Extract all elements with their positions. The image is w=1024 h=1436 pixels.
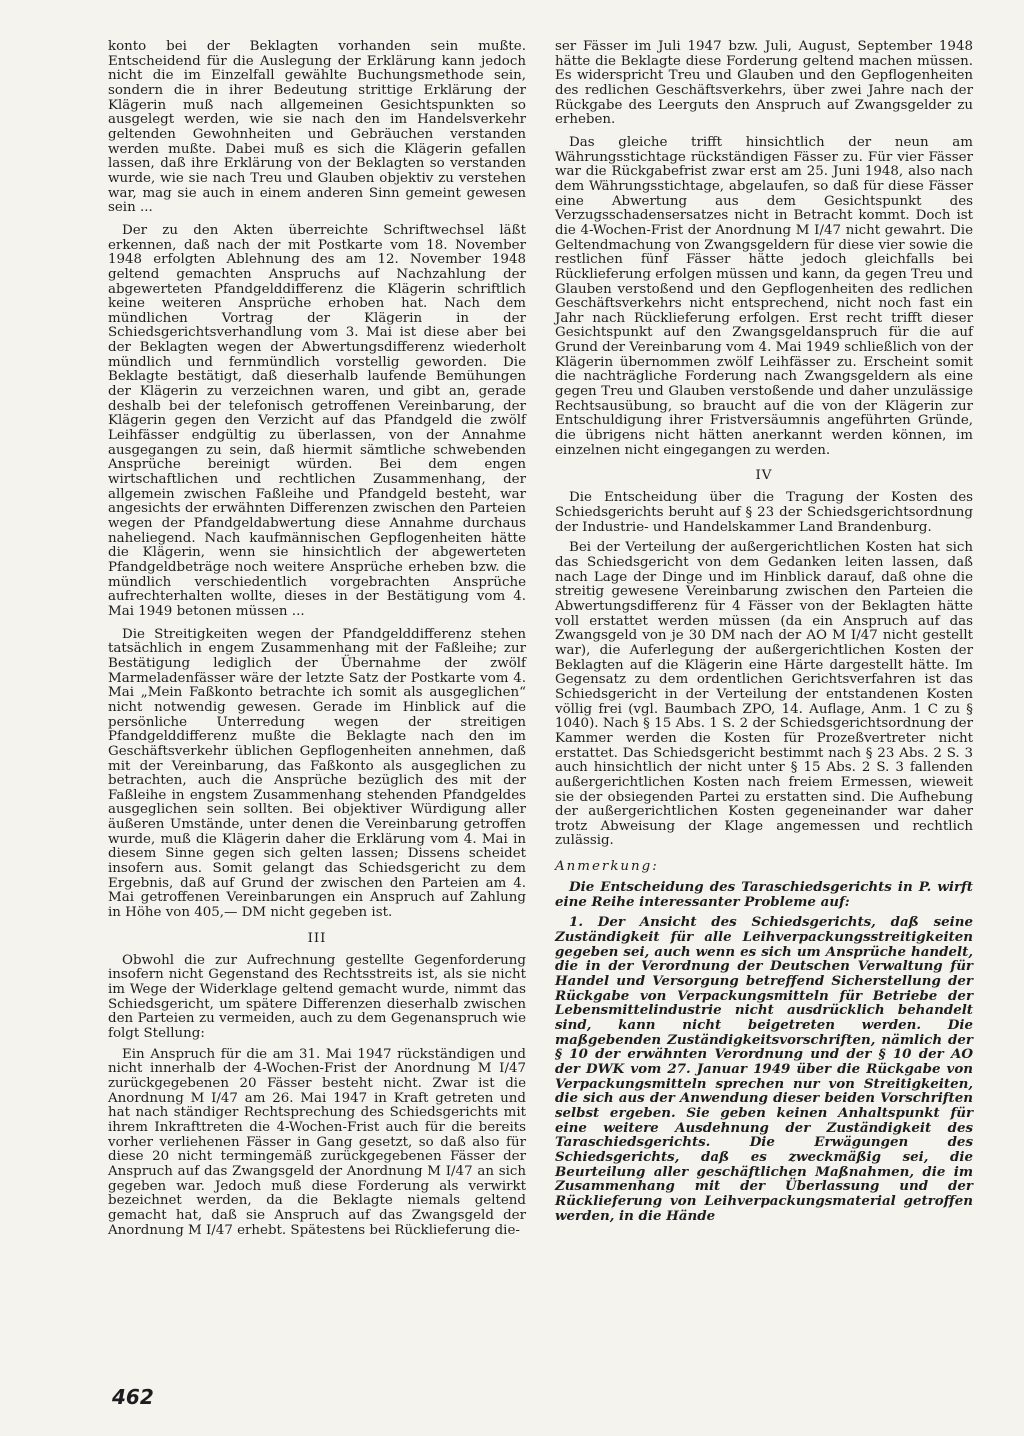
left-paragraph-3: Die Streitigkeiten wegen der Pfandgelddifferenz stehen tatsächlich in engem Zusammenhang mit der Faßleihe; zur Bestätigung lediglich der Übernahme der zwölf Marmeladenfässer wäre der letzte Satz der Postkarte vom 4. Mai „Mein Faßkonto betrachte ich somit als ausgeglichen“ nicht notwendig gewesen. Gerade im Hinblick auf die persönliche Unterredung wegen der streitigen Pfandgelddifferenz mußte die Beklagte nach den im Geschäftsverkehr üblichen Gepflogenheiten annehmen, daß mit der Vereinbarung, das Faßkonto als ausgeglichen zu betrachten, auch die Ansprüche bezüglich des mit der Faßleihe in engstem Zusammenhang stehenden Pfandgeldes ausgeglichen sein sollten. Bei objektiver Würdigung aller äußeren Umstände, unter denen die Vereinbarung getroffen wurde, muß die Klägerin daher die Erklärung vom 4. Mai in diesem Sinne gegen sich gelten lassen; Dissens scheidet insofern aus. Somit gelangt das Schiedsgericht zu dem Ergebnis, daß auf Grund der zwischen den Parteien am 4. Mai getroffenen Vereinbarungen ein Anspruch auf Zahlung in Höhe von 405,— DM nicht gegeben ist. xyxy=(108,626,526,921)
left-paragraph-4: Obwohl die zur Aufrechnung gestellte Gegenforderung insofern nicht Gegenstand des Rechtsstreits ist, als sie nicht im Wege der Widerklage geltend gemacht wurde, nimmt das Schiedsgericht, um spätere Differenzen dieserhalb zwischen den Parteien zu vermeiden, auch zu dem Gegenanspruch wie folgt Stellung: xyxy=(108,952,526,1041)
annotation-paragraph-1: 1. Der Ansicht des Schiedsgerichts, daß seine Zuständigkeit für alle Leihverpackungsstreitigkeiten gegeben sei, auch wenn es sich um Ansprüche handelt, die in der Verordnung der Deutschen Verwaltung für Handel und Versorgung betreffend Sicherstellung der Rückgabe von Verpackungsmitteln für Betriebe der Lebensmittelindustrie nicht ausdrücklich behandelt sind, kann nicht beigetreten werden. Die maßgebenden Zuständigkeitsvorschriften, nämlich der § 10 der erwähnten Verordnung und der § 10 der AO der DWK vom 27. Januar 1949 über die Rückgabe von Verpackungsmitteln sprechen nur von Streitigkeiten, die sich aus der Anwendung dieser beiden Vorschriften selbst ergeben. Sie geben keinen Anhaltspunkt für eine weitere Ausdehnung der Zuständigkeit des Taraschiedsgerichts. Die Erwägungen des Schiedsgerichts, daß es zweckmäßig sei, die Beurteilung aller geschäftlichen Maßnahmen, die im Zusammenhang mit der Überlassung und der Rücklieferung von Leihverpackungsmaterial getroffen werden, in die Hände xyxy=(555,914,973,1224)
right-paragraph-3: Die Entscheidung über die Tragung der Kosten des Schiedsgerichts beruht auf § 23 der Schiedsgerichtsordnung der Industrie- und Handelskammer Land Brandenburg. xyxy=(555,490,973,535)
page-number: 462 xyxy=(112,1385,154,1409)
right-paragraph-1: ser Fässer im Juli 1947 bzw. Juli, August, September 1948 hätte die Beklagte diese Forderung geltend machen müssen. Es widerspricht Treu und Glauben und den Gepflogenheiten des redlichen Geschäftsverkehrs, über zwei Jahre nach der Rückgabe des Leerguts den Anspruch auf Zwangsgelder zu erheben. xyxy=(555,39,973,128)
left-paragraph-2: Der zu den Akten überreichte Schriftwechsel läßt erkennen, daß nach der mit Postkarte vom 18. November 1948 erfolgten Ablehnung des am 12. November 1948 geltend gemachten Anspruchs auf Nachzahlung der abgewerteten Pfandgelddifferenz die Klägerin schriftlich keine weiteren Ansprüche erhoben hat. Nach dem mündlichen Vortrag der Klägerin in der Schiedsgerichtsverhandlung vom 3. Mai ist diese aber bei der Beklagten wegen der Abwertungsdifferenz wiederholt mündlich und fernmündlich vorstellig geworden. Die Beklagte bestätigt, daß dieserhalb laufende Bemühungen der Klägerin zu verzeichnen waren, und gibt an, gerade deshalb bei der telefonisch getroffenen Vereinbarung, der Klägerin gegen den Verzicht auf das Pfandgeld die zwölf Leihfässer endgültig zu überlassen, von der Annahme ausgegangen zu sein, daß hiermit sämtliche schwebenden Ansprüche bereinigt würden. Bei dem engen wirtschaftlichen und rechtlichen Zusammenhang, der allgemein zwischen Faßleihe und Pfandgeld besteht, war angesichts der erwähnten Differenzen zwischen den Parteien wegen der Pfandgeldabwertung diese Annahme durchaus naheliegend. Nach kaufmännischen Gepflogenheiten hätte die Klägerin, wenn sie hinsichtlich der abgewerteten Pfandgeldbeträge noch weitere Ansprüche erheben bzw. die mündlich verschiedentlich vorgebrachten Ansprüche aufrechterhalten wollte, dieses in der Bestätigung vom 4. Mai 1949 betonen müssen ... xyxy=(108,222,526,619)
right-paragraph-4: Bei der Verteilung der außergerichtlichen Kosten hat sich das Schiedsgericht von dem Gedanken leiten lassen, daß nach Lage der Dinge und im Hinblick darauf, daß ohne die streitig gewesene Vereinbarung zwischen den Parteien die Abwertungsdifferenz für 4 Fässer von der Beklagten hätte voll erstattet werden müssen (da ein Anspruch auf das Zwangsgeld von je 30 DM nach der AO M I/47 nicht gestellt war), die Auferlegung der außergerichtlichen Kosten der Beklagten auf die Klägerin eine Härte dargestellt hätte. Im Gegensatz zu dem ordentlichen Gerichtsverfahren ist das Schiedsgericht in der Verteilung der entstandenen Kosten völlig frei (vgl. Baumbach ZPO, 14. Auflage, Anm. 1 C zu § 1040). Nach § 15 Abs. 1 S. 2 der Schiedsgerichtsordnung der Kammer werden die Kosten für Prozeßvertreter nicht erstattet. Das Schiedsgericht bestimmt nach § 23 Abs. 2 S. 3 auch hinsichtlich der nicht unter § 15 Abs. 2 S. 3 fallenden außergerichtlichen Kosten nach freiem Ermessen, wieweit sie der obsiegenden Partei zu erstatten sind. Die Aufhebung der außergerichtlichen Kosten gegeneinander war daher trotz Abweisung der Klage angemessen und rechtlich zulässig. xyxy=(555,540,973,849)
section-heading-iv: IV xyxy=(755,468,773,484)
section-heading-iii: III xyxy=(307,930,327,946)
right-paragraph-2: Das gleiche trifft hinsichtlich der neun am Währungsstichtage rückständigen Fässer zu. Für vier Fässer war die Rückgabefrist zwar erst am 25. Juni 1948, also nach dem Währungsstichtage, abgelaufen, so daß für diese Fässer eine Abwertung aus dem Gesichtspunkt des Verzugsschadensersatzes nicht in Betracht kommt. Doch ist die 4-Wochen-Frist der Anordnung M I/47 nicht gewahrt. Die Geltendmachung von Zwangsgeldern für diese vier sowie die restlichen fünf Fässer hätte jedoch gleichfalls bei Rücklieferung erfolgen müssen und kann, da gegen Treu und Glauben verstoßend und den Gepflogenheiten des redlichen Geschäftsverkehrs nicht entsprechend, nicht noch fast ein Jahr nach Rücklieferung erfolgen. Erst recht trifft dieser Gesichtspunkt auf den Zwangsgeldanspruch für die auf Grund der Vereinbarung vom 4. Mai 1949 schließlich von der Klägerin übernommen zwölf Leihfässer zu. Erscheint somit die nachträgliche Forderung nach Zwangsgeldern als eine gegen Treu und Glauben verstoßende und daher unzulässige Rechtsausübung, so braucht auf die von der Klägerin zur Entschuldigung ihrer Fristversäumnis angeführten Gründe, die übrigens nicht hätten anerkannt werden können, im einzelnen nicht eingegangen zu werden. xyxy=(555,134,973,458)
left-column xyxy=(108,40,526,1244)
right-column xyxy=(555,40,973,1229)
left-paragraph-1: konto bei der Beklagten vorhanden sein mußte. Entscheidend für die Auslegung der Erklärung kann jedoch nicht die im Einzelfall gewählte Buchungsmethode sein, sondern die in ihrer Bedeutung strittige Erklärung der Klägerin muß nach allgemeinen Gesichtspunkten so ausgelegt werden, wie sie nach den im Handelsverkehr geltenden Gewohnheiten und Gebräuchen verstanden werden mußte. Dabei muß es sich die Klägerin gefallen lassen, daß ihre Erklärung von der Beklagten so verstanden wurde, wie sie nach Treu und Glauben objektiv zu verstehen war, mag sie auch in einem anderen Sinn gemeint gewesen sein ... xyxy=(108,39,526,216)
annotation-intro: Die Entscheidung des Taraschiedsgerichts in P. wirft eine Reihe interessanter Probleme auf: xyxy=(555,879,973,910)
left-paragraph-5: Ein Anspruch für die am 31. Mai 1947 rückständigen und nicht innerhalb der 4-Wochen-Frist der Anordnung M I/47 zurückgegebenen 20 Fässer besteht nicht. Zwar ist die Anordnung M I/47 am 26. Mai 1947 in Kraft getreten und hat nach ständiger Rechtsprechung des Schiedsgerichts mit ihrem Inkrafttreten die 4-Wochen-Frist auch für die bereits vorher verliehenen Fässer in Gang gesetzt, so daß also für diese 20 nicht termingemäß zurückgegebenen Fässer der Anspruch auf das Zwangsgeld der Anordnung M I/47 an sich gegeben war. Jedoch muß diese Forderung als verwirkt bezeichnet werden, da die Beklagte niemals geltend gemacht hat, daß sie Anspruch auf das Zwangsgeld der Anordnung M I/47 erhebt. Spätestens bei Rücklieferung die- xyxy=(108,1046,526,1238)
annotation-heading: Anmerkung: xyxy=(555,859,659,875)
